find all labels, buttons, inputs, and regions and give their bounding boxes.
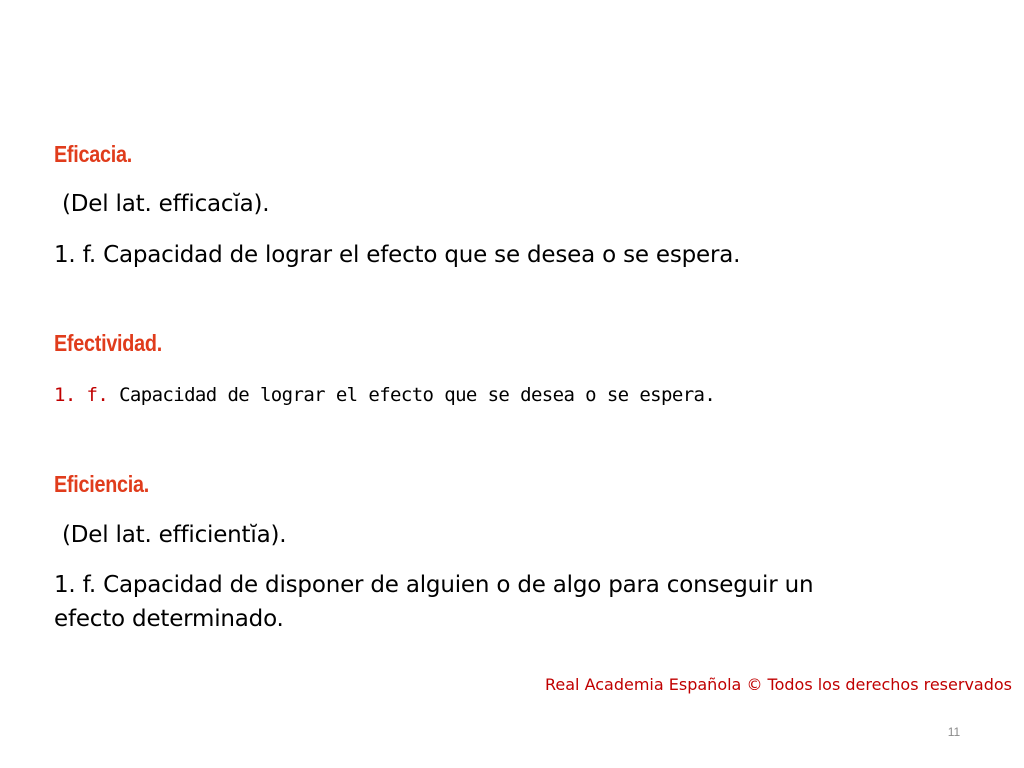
definition-eficacia: 1. f. Capacidad de lograr el efecto que se desea o se espera. [54, 242, 741, 268]
definition-eficiencia-line1: 1. f. Capacidad de disponer de alguien o de algo para conseguir un [54, 572, 814, 598]
definition-number: 1. [54, 384, 76, 406]
page-number: 11 [947, 725, 961, 739]
definition-efectividad [54, 382, 715, 408]
etymology-eficiencia: (Del lat. efficientĭa). [62, 522, 287, 548]
copyright-notice: Real Academia Española © Todos los derechos reservados [545, 675, 1012, 694]
term-eficiencia: Eficiencia. [54, 471, 150, 497]
term-eficacia: Eficacia. [54, 141, 132, 167]
definition-category: f. [86, 384, 109, 406]
etymology-eficacia: (Del lat. efficacĭa). [62, 191, 270, 217]
term-efectividad: Efectividad. [54, 330, 162, 356]
definition-eficiencia-line2: efecto determinado. [54, 606, 284, 632]
definition-text: Capacidad de lograr el efecto que se desea o se espera. [119, 384, 716, 406]
